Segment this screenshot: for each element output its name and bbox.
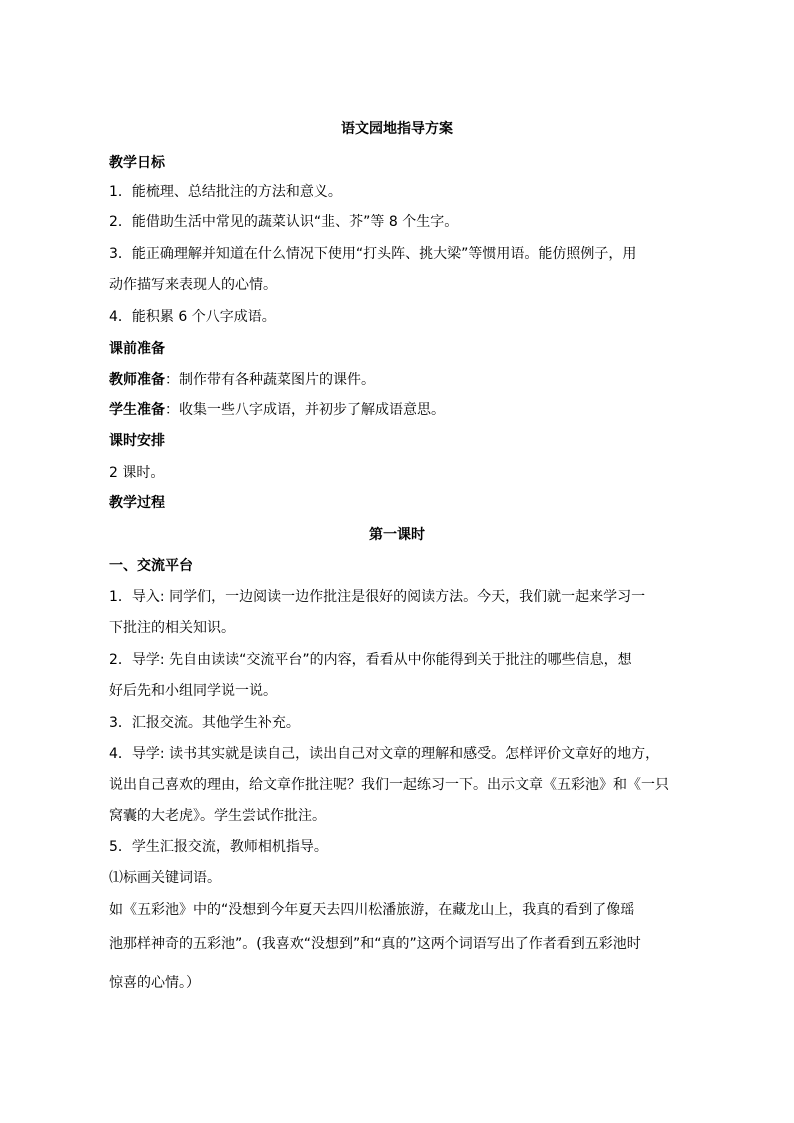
student-prep-text: ：收集一些八字成语，并初步了解成语意思。 [165, 402, 445, 418]
document-title: 语文园地指导方案 [341, 121, 453, 137]
section-heading: 一、交流平台 [109, 558, 193, 574]
goal-item-continuation: 动作描写来表现人的心情。 [109, 277, 277, 293]
goal-item: 2．能借助生活中常见的蔬菜认识“韭、芥”等 8 个生字。 [109, 214, 459, 230]
goal-item: 1．能梳理、总结批注的方法和意义。 [109, 184, 342, 200]
process-line: ⑴标画关键词语。 [109, 870, 221, 886]
goals-heading: 教学日标 [109, 155, 165, 171]
process-heading: 教学过程 [109, 495, 165, 511]
process-line: 下批注的相关知识。 [109, 620, 235, 636]
teacher-prep [109, 370, 375, 390]
schedule-text: 2 课时。 [109, 465, 165, 481]
goal-item: 3．能正确理解并知道在什么情况下使用“打头阵、挑大梁”等惯用语。能仿照例子，用 [109, 246, 637, 262]
process-line: 1．导入: 同学们，一边阅读一边作批注是很好的阅读方法。今天，我们就一起来学习一 [109, 589, 646, 605]
process-line: 惊喜的心情。） [109, 975, 200, 991]
process-line: 3．汇报交流。其他学生补充。 [109, 715, 300, 731]
teacher-prep-label: 教师准备 [109, 372, 165, 388]
process-line: 说出自己喜欢的理由，给文章作批注呢？我们一起练习一下。出示文章《五彩池》和《一只 [109, 777, 669, 793]
student-prep [109, 400, 445, 420]
process-line: 2．导学: 先自由读读“交流平台”的内容，看看从中你能得到关于批注的哪些信息，想 [109, 652, 632, 668]
schedule-heading: 课时安排 [109, 433, 165, 449]
process-line: 池那样神奇的五彩池”。(我喜欢“没想到”和“真的”这两个词语写出了作者看到五彩池时 [109, 936, 641, 952]
process-line: 窝囊的大老虎》。学生尝试作批注。 [109, 808, 326, 824]
lesson-title: 第一课时 [369, 527, 425, 543]
process-line: 如《五彩池》中的“没想到今年夏天去四川松潘旅游，在藏龙山上，我真的看到了像瑶 [109, 902, 635, 918]
student-prep-label: 学生准备 [109, 402, 165, 418]
goal-item: 4．能积累 6 个八字成语。 [109, 309, 276, 325]
process-line: 5．学生汇报交流，教师相机指导。 [109, 839, 328, 855]
prep-heading: 课前准备 [109, 341, 165, 357]
process-line: 好后先和小组同学说一说。 [109, 683, 277, 699]
process-line: 4．导学: 读书其实就是读自己，读出自己对文章的理解和感受。怎样评价文章好的地方， [109, 746, 660, 762]
teacher-prep-text: ：制作带有各种蔬菜图片的课件。 [165, 372, 375, 388]
